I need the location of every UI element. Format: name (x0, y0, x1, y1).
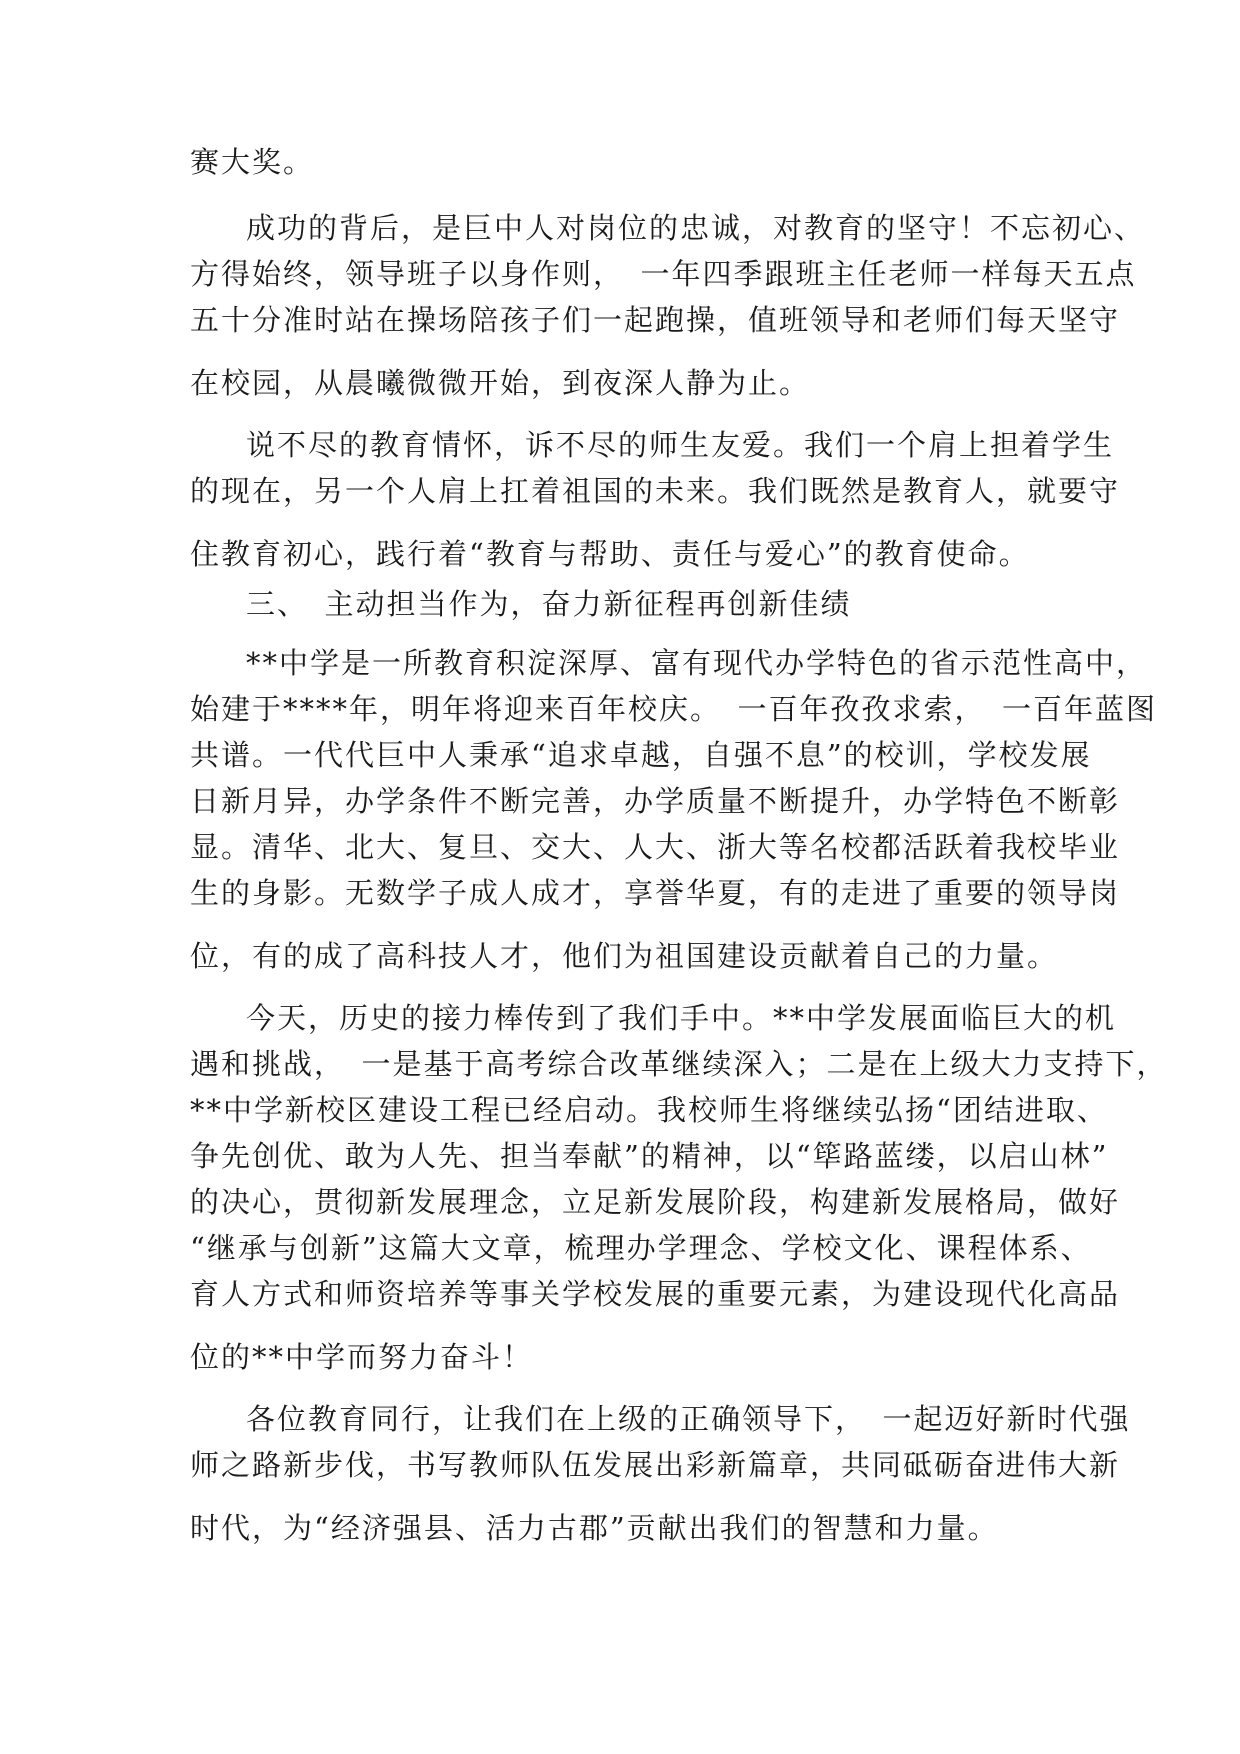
text-line: 的决心，贯彻新发展理念，立足新发展阶段，构建新发展格局，做好 (190, 1185, 1121, 1219)
text-line: 时代，为“经济强县、活力古郡”贡献出我们的智慧和力量。 (190, 1511, 999, 1545)
text-line: “继承与创新”这篇大文章，梳理办学理念、学校文化、课程体系、 (190, 1231, 1092, 1265)
text-line: 遇和挑战， 一是基于高考综合改革继续深入；二是在上级大力支持下， (190, 1047, 1168, 1081)
text-line: 的现在，另一个人肩上扛着祖国的未来。我们既然是教育人，就要守 (190, 474, 1121, 508)
text-line: 争先创优、敢为人先、担当奉献”的精神，以“筚路蓝缕，以启山林” (190, 1139, 1109, 1173)
text-line: 师之路新步伐，书写教师队伍发展出彩新篇章，共同砥砺奋进伟大新 (190, 1448, 1121, 1482)
paragraph-first-line: 各位教育同行，让我们在上级的正确领导下， 一起迈好新时代强 (246, 1402, 1131, 1436)
text-line: 在校园，从晨曦微微开始，到夜深人静为止。 (190, 366, 811, 400)
text-line: 始建于****年，明年将迎来百年校庆。 一百年孜孜求索， 一百年蓝图 (190, 692, 1158, 726)
text-line: 育人方式和师资培养等事关学校发展的重要元素，为建设现代化高品 (190, 1277, 1121, 1311)
paragraph-first-line: 说不尽的教育情怀，诉不尽的师生友爱。我们一个肩上担着学生 (246, 428, 1115, 462)
text-line: 位的**中学而努力奋斗！ (190, 1340, 534, 1374)
text-line: 位，有的成了高科技人才，他们为祖国建设贡献着自己的力量。 (190, 939, 1059, 973)
paragraph-first-line: **中学是一所教育积淀深厚、富有现代办学特色的省示范性高中， (246, 646, 1148, 680)
text-line: **中学新校区建设工程已经启动。我校师生将继续弘扬“团结进取、 (190, 1093, 1108, 1127)
text-line: 住教育初心，践行着“教育与帮助、责任与爱心”的教育使命。 (190, 537, 1030, 571)
text-line: 共谱。一代代巨中人秉承“追求卓越，自强不息”的校训，学校发展 (190, 738, 1092, 772)
text-line: 生的身影。无数学子成人成才，享誉华夏，有的走进了重要的领导岗 (190, 876, 1121, 910)
paragraph-first-line: 今天，历史的接力棒传到了我们手中。**中学发展面临巨大的机 (246, 1001, 1117, 1035)
text-line: 方得始终，领导班子以身作则， 一年四季跟班主任老师一样每天五点 (190, 257, 1137, 291)
text-line: 显。清华、北大、复旦、交大、人大、浙大等名校都活跃着我校毕业 (190, 830, 1121, 864)
text-line: 日新月异，办学条件不断完善，办学质量不断提升，办学特色不断彰 (190, 784, 1121, 818)
text-line: 五十分准时站在操场陪孩子们一起跑操，值班领导和老师们每天坚守 (190, 303, 1121, 337)
section-heading: 三、 主动担当作为，奋力新征程再创新佳绩 (246, 587, 852, 621)
paragraph-first-line: 成功的背后，是巨中人对岗位的忠诚，对教育的坚守！不忘初心、 (246, 211, 1146, 245)
text-line: 赛大奖。 (190, 145, 315, 179)
